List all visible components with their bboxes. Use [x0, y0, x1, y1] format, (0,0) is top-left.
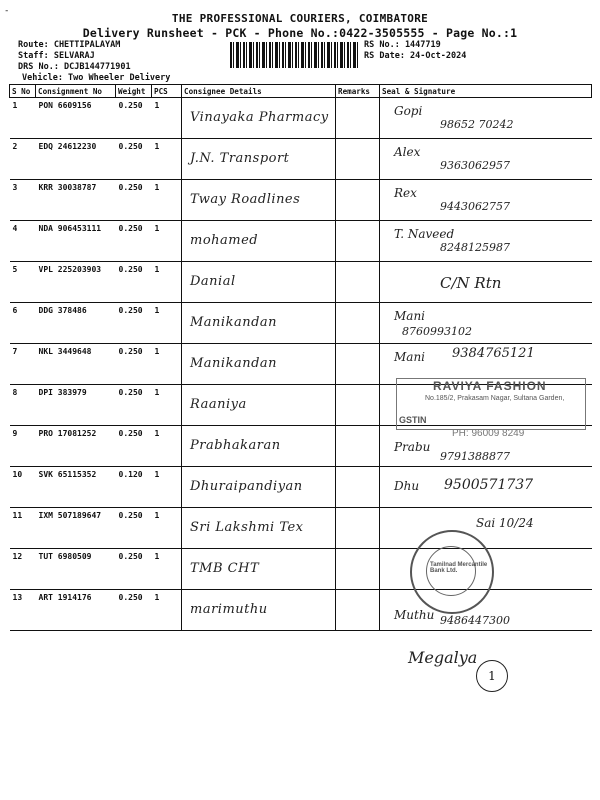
- row-pcs: 1: [154, 265, 160, 274]
- row-consignment: EDQ 24612230: [38, 142, 97, 151]
- row-pcs: 1: [154, 101, 160, 110]
- row-seal: Prabu: [394, 440, 431, 454]
- stamp-shop-name: RAVIYA FASHION: [433, 379, 547, 393]
- row-phone: 9486447300: [440, 614, 510, 627]
- row-sno: 1: [12, 101, 18, 110]
- row-phone: 9443062757: [440, 200, 510, 213]
- row-sno: 5: [12, 265, 18, 274]
- row-sno: 2: [12, 142, 18, 151]
- row-seal: T. Naveed: [394, 227, 455, 241]
- row-pcs: 1: [154, 429, 160, 438]
- row-weight: 0.250: [118, 183, 143, 192]
- row-consignee: mohamed: [190, 233, 259, 248]
- row-consignment: IXM 507189647: [38, 511, 102, 520]
- bank-seal-text: Tamilnad Mercantile Bank Ltd.: [430, 562, 488, 574]
- row-sno: 12: [12, 552, 23, 561]
- row-pcs: 1: [154, 347, 160, 356]
- table-row: [10, 303, 592, 344]
- table-row: [10, 221, 592, 262]
- row-weight: 0.250: [118, 388, 143, 397]
- row-weight: 0.250: [118, 347, 143, 356]
- row-pcs: 1: [154, 306, 160, 315]
- row-phone: 9500571737: [444, 477, 534, 493]
- row-consignment: TUT 6980509: [38, 552, 92, 561]
- row-consignee: Manikandan: [190, 315, 278, 330]
- table-row: [10, 508, 592, 549]
- row-consignee: Raaniya: [190, 397, 247, 412]
- row-weight: 0.250: [118, 265, 143, 274]
- row-weight: 0.250: [118, 429, 143, 438]
- row-consignee: Dhuraipandiyan: [190, 479, 303, 494]
- table-row: [10, 262, 592, 303]
- row-consignment: DPI 383979: [38, 388, 87, 397]
- row-consignment: ART 1914176: [38, 593, 92, 602]
- row-sno: 9: [12, 429, 18, 438]
- row-consignment: SVK 65115352: [38, 470, 97, 479]
- row-weight: 0.250: [118, 142, 143, 151]
- row-phone: 9384765121: [452, 346, 535, 361]
- staff-info: Staff: SELVARAJ: [18, 51, 95, 61]
- company-title: THE PROFESSIONAL COURIERS, COIMBATORE: [171, 12, 429, 25]
- barcode: [230, 42, 358, 68]
- row-consignee: Tway Roadlines: [190, 192, 301, 207]
- row-sno: 10: [12, 470, 23, 479]
- col-consignee: Consignee Details: [182, 85, 336, 98]
- row-phone: Sai 10/24: [476, 516, 534, 530]
- row-pcs: 1: [154, 511, 160, 520]
- row-weight: 0.250: [118, 552, 143, 561]
- row-sno: 3: [12, 183, 18, 192]
- row-seal: Alex: [394, 145, 421, 159]
- stamp-shop-gst: GSTIN: [399, 415, 427, 425]
- row-weight: 0.250: [118, 224, 143, 233]
- bottom-circle: 1: [476, 660, 508, 692]
- col-consignment: Consignment No: [36, 85, 116, 98]
- row-weight: 0.250: [118, 511, 143, 520]
- row-sno: 4: [12, 224, 18, 233]
- row-consignment: VPL 225203903: [38, 265, 102, 274]
- row-consignee: Manikandan: [190, 356, 278, 371]
- row-weight: 0.250: [118, 306, 143, 315]
- row-consignment: NKL 3449648: [38, 347, 92, 356]
- col-seal-signature: Seal & Signature: [380, 85, 592, 98]
- col-sno: S No: [10, 85, 36, 98]
- row-seal: Gopi: [394, 104, 423, 118]
- row-consignee: marimuthu: [190, 602, 268, 617]
- row-consignee: TMB CHT: [190, 561, 260, 576]
- row-consignee: Danial: [190, 274, 236, 289]
- bottom-signature: Megalya: [408, 648, 478, 667]
- row-consignment: PRO 17081252: [38, 429, 97, 438]
- row-consignment: KRR 30038787: [38, 183, 97, 192]
- row-pcs: 1: [154, 470, 160, 479]
- page-mark: -: [4, 6, 10, 16]
- col-pcs: PCS: [152, 85, 182, 98]
- row-seal: Mani: [394, 350, 426, 364]
- row-pcs: 1: [154, 388, 160, 397]
- row-phone: 8760993102: [402, 325, 472, 338]
- rs-number: RS No.: 1447719: [364, 40, 441, 50]
- table-row: [10, 467, 592, 508]
- row-consignee: J.N. Transport: [190, 151, 290, 166]
- row-consignee: Prabhakaran: [190, 438, 281, 453]
- stamp-shop-phone: PH: 96009 8249: [452, 428, 525, 439]
- row-sno: 6: [12, 306, 18, 315]
- table-row: [10, 139, 592, 180]
- route-info: Route: CHETTIPALAYAM: [18, 40, 121, 50]
- runsheet-subtitle: Delivery Runsheet - PCK - Phone No.:0422-3505555 - Page No.:1: [82, 26, 518, 40]
- row-seal: Mani: [394, 309, 426, 323]
- row-pcs: 1: [154, 552, 160, 561]
- col-remarks: Remarks: [336, 85, 380, 98]
- shop-stamp: [396, 378, 586, 430]
- row-seal: Muthu: [394, 608, 435, 622]
- row-sno: 11: [12, 511, 23, 520]
- row-sno: 8: [12, 388, 18, 397]
- table-header-row: [10, 85, 592, 98]
- consignment-table: [9, 84, 592, 631]
- row-phone: 8248125987: [440, 241, 510, 254]
- table-row: [10, 590, 592, 631]
- row-pcs: 1: [154, 142, 160, 151]
- col-weight: Weight: [116, 85, 152, 98]
- row-consignee: Sri Lakshmi Tex: [190, 520, 304, 535]
- rs-date: RS Date: 24-Oct-2024: [364, 51, 467, 61]
- stamp-shop-address: No.185/2, Prakasam Nagar, Sultana Garden,: [425, 395, 565, 402]
- row-phone: 9363062957: [440, 159, 510, 172]
- row-consignment: DDG 378486: [38, 306, 87, 315]
- row-pcs: 1: [154, 183, 160, 192]
- row-weight: 0.250: [118, 593, 143, 602]
- row-weight: 0.250: [118, 101, 143, 110]
- row-pcs: 1: [154, 593, 160, 602]
- drs-info: DRS No.: DCJB144771901: [18, 62, 131, 72]
- row-weight: 0.120: [118, 470, 143, 479]
- table-row: [10, 180, 592, 221]
- row-phone: 9791388877: [440, 450, 510, 463]
- row-seal: C/N Rtn: [440, 274, 502, 292]
- row-consignee: Vinayaka Pharmacy: [190, 110, 329, 125]
- row-sno: 13: [12, 593, 23, 602]
- table-row: [10, 549, 592, 590]
- row-consignment: PON 6609156: [38, 101, 92, 110]
- table-row: [10, 98, 592, 139]
- row-sno: 7: [12, 347, 18, 356]
- bank-seal: [410, 530, 494, 614]
- row-pcs: 1: [154, 224, 160, 233]
- row-seal: Dhu: [394, 479, 420, 493]
- row-phone: 98652 70242: [440, 118, 514, 131]
- vehicle-info: Vehicle: Two Wheeler Delivery: [22, 73, 171, 83]
- row-consignment: NDA 906453111: [38, 224, 102, 233]
- row-seal: Rex: [394, 186, 417, 200]
